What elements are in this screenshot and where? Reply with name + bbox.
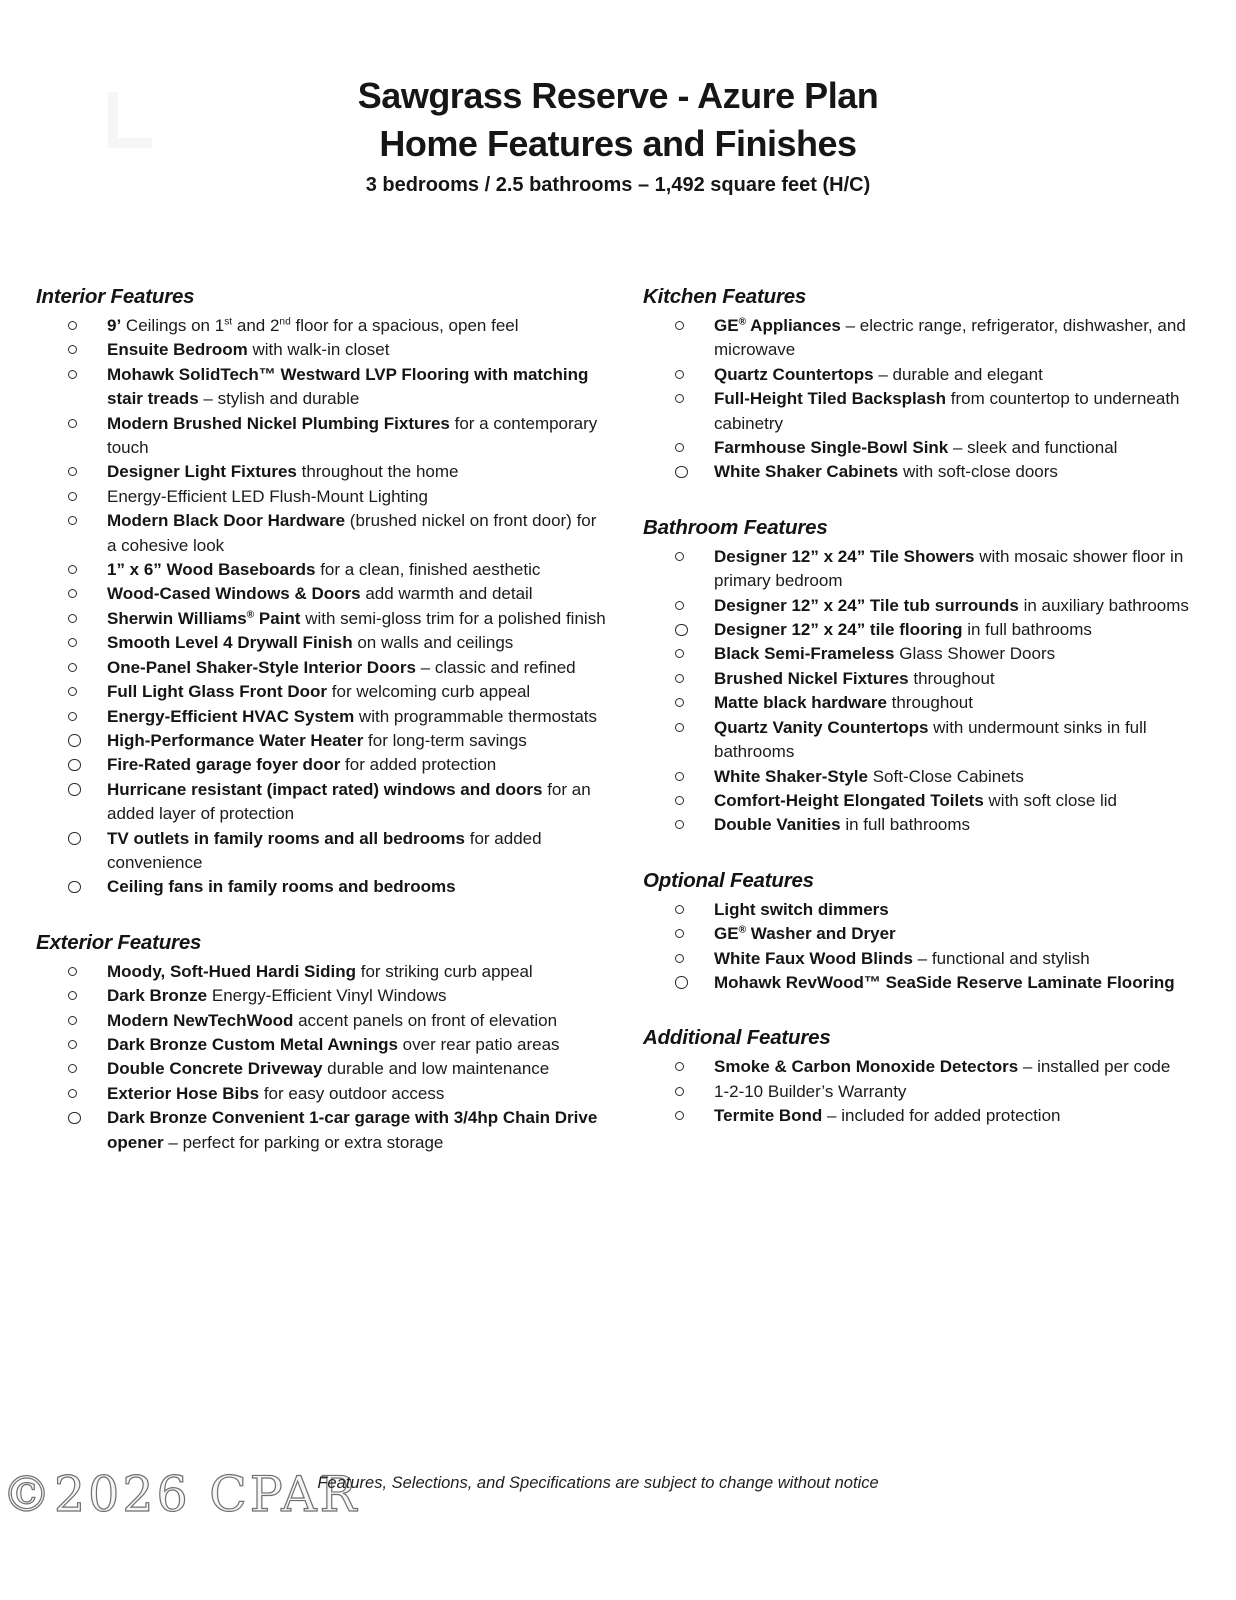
bullet-cell	[36, 656, 107, 680]
bullet-cell	[643, 789, 714, 813]
list-item-text: Wood-Cased Windows & Doors add warmth and detail	[107, 584, 533, 604]
list-item-text: Mohawk RevWood™ SeaSide Reserve Laminate Flooring	[714, 972, 1175, 992]
section-exterior-features	[36, 931, 607, 1155]
list-item-text: Black Semi-Frameless Glass Shower Doors	[714, 644, 1056, 664]
bullet-cell	[643, 1104, 714, 1128]
right-column	[643, 285, 1206, 1186]
list-item	[643, 314, 1206, 363]
list-item	[36, 984, 607, 1008]
list-item	[643, 667, 1206, 691]
bullet-cell	[36, 412, 107, 461]
list-item-text: White Faux Wood Blinds – functional and stylish	[714, 948, 1090, 968]
section-heading: Optional Features	[643, 868, 814, 892]
subtitle: 3 bedrooms / 2.5 bathrooms – 1,492 square feet (H/C)	[365, 174, 871, 196]
list-item-text: Ceiling fans in family rooms and bedrooms	[107, 877, 456, 897]
list-item	[36, 680, 607, 704]
bullet-cell	[36, 753, 107, 777]
section-interior-features	[36, 285, 607, 900]
bullet-icon	[675, 796, 684, 805]
bullet-icon	[68, 419, 77, 428]
section-heading: Exterior Features	[36, 930, 202, 954]
bullet-icon	[675, 1087, 684, 1096]
bullet-cell	[643, 667, 714, 691]
bullet-icon	[675, 1062, 684, 1071]
section-heading: Additional Features	[643, 1026, 831, 1050]
bullet-cell	[36, 680, 107, 704]
bullet-cell	[36, 558, 107, 582]
bullet-icon	[68, 1089, 77, 1098]
list-item-text: Modern Black Door Hardware (brushed nickel on front door) for a cohesive look	[107, 511, 597, 555]
list-item-text: White Shaker-Style Soft-Close Cabinets	[714, 766, 1024, 786]
bullet-cell	[643, 1080, 714, 1104]
bullet-icon	[68, 967, 77, 976]
list-item	[643, 387, 1206, 436]
list-item-text: Designer 12” x 24” Tile Showers with mosaic shower floor in primary bedroom	[714, 546, 1184, 591]
section-kitchen-features	[643, 285, 1206, 485]
bullet-icon	[68, 712, 77, 721]
list-item-text: TV outlets in family rooms and all bedrooms for added convenience	[107, 828, 542, 872]
list-item-text: High-Performance Water Heater for long-term savings	[107, 730, 527, 750]
bullet-cell	[36, 314, 107, 338]
bullet-cell	[643, 716, 714, 765]
list-item-text: Modern Brushed Nickel Plumbing Fixtures for a contemporary touch	[107, 413, 598, 458]
list-item	[36, 1057, 607, 1081]
list-item-text: Brushed Nickel Fixtures throughout	[714, 668, 995, 688]
list-item-text: 1” x 6” Wood Baseboards for a clean, finished aesthetic	[107, 560, 541, 580]
list-item-text: Dark Bronze Convenient 1-car garage with 3/4hp Chain Drive opener – perfect for parking or extra storage	[107, 1108, 598, 1152]
list-item	[643, 460, 1206, 484]
list-item	[36, 631, 607, 655]
list-item-text: Dark Bronze Custom Metal Awnings over rear patio areas	[107, 1034, 560, 1054]
bullet-icon	[68, 321, 77, 330]
bullet-cell	[36, 705, 107, 729]
bullet-cell	[643, 594, 714, 618]
list-item-text: 9’ Ceilings on 1st and 2nd floor for a spacious, open feel	[107, 316, 519, 335]
list-item-text: White Shaker Cabinets with soft-close doors	[714, 462, 1058, 482]
list-item	[36, 705, 607, 729]
bullet-icon	[68, 638, 77, 647]
list-item	[36, 875, 607, 899]
bullet-icon	[68, 1040, 77, 1049]
bullet-icon	[675, 624, 688, 637]
list-item-text: Full-Height Tiled Backsplash from countertop to underneath cabinetry	[714, 389, 1180, 433]
list-item	[36, 558, 607, 582]
list-item	[36, 338, 607, 362]
bullet-icon	[68, 881, 81, 894]
bullet-icon	[675, 820, 684, 829]
bullet-icon	[675, 674, 684, 683]
list-item-text: Comfort-Height Elongated Toilets with soft close lid	[714, 790, 1118, 810]
bullet-icon	[675, 905, 684, 914]
bullet-cell	[643, 387, 714, 436]
bullet-cell	[36, 960, 107, 984]
bullet-cell	[643, 971, 714, 995]
list-item-text: Smooth Level 4 Drywall Finish on walls and ceilings	[107, 633, 514, 653]
bullet-icon	[68, 614, 77, 623]
bullet-cell	[643, 363, 714, 387]
bullet-cell	[36, 582, 107, 606]
bullet-cell	[36, 460, 107, 484]
list-item	[643, 971, 1206, 995]
list-item	[36, 460, 607, 484]
list-item	[36, 729, 607, 753]
list-item-text: Energy-Efficient LED Flush-Mount Lighting	[107, 486, 428, 506]
list-item-text: Quartz Vanity Countertops with undermount sinks in full bathrooms	[714, 717, 1147, 762]
list-item-text: Designer 12” x 24” Tile tub surrounds in auxiliary bathrooms	[714, 595, 1189, 615]
bullet-cell	[36, 485, 107, 509]
bullet-cell	[643, 813, 714, 837]
bullet-icon	[675, 649, 684, 658]
list-item-text: Exterior Hose Bibs for easy outdoor access	[107, 1083, 445, 1103]
section-heading: Bathroom Features	[643, 515, 828, 539]
list-item	[643, 1104, 1206, 1128]
bullet-cell	[36, 1009, 107, 1033]
bullet-icon	[68, 783, 81, 796]
bullet-cell	[643, 1055, 714, 1079]
list-item	[36, 753, 607, 777]
section-optional-features	[643, 869, 1206, 996]
bullet-icon	[68, 565, 77, 574]
list-item	[643, 436, 1206, 460]
document-footer	[0, 1462, 1236, 1552]
bullet-icon	[675, 698, 684, 707]
list-item	[643, 691, 1206, 715]
bullet-cell	[643, 691, 714, 715]
list-item-text: Full Light Glass Front Door for welcoming curb appeal	[107, 682, 531, 702]
list-item	[643, 1080, 1206, 1104]
bullet-icon	[675, 552, 684, 561]
list-item	[643, 594, 1206, 618]
list-item	[36, 1033, 607, 1057]
bullet-icon	[68, 492, 77, 501]
bullet-icon	[675, 601, 684, 610]
bullet-cell	[643, 618, 714, 642]
bullet-icon	[675, 954, 684, 963]
list-item-text: One-Panel Shaker-Style Interior Doors – classic and refined	[107, 657, 576, 677]
bullet-icon	[675, 772, 684, 781]
bullet-icon	[675, 321, 684, 330]
bullet-icon	[675, 1111, 684, 1120]
bullet-icon	[68, 345, 77, 354]
list-item	[643, 813, 1206, 837]
list-item	[36, 656, 607, 680]
list-item-text: Designer 12” x 24” tile flooring in full bathrooms	[714, 620, 1092, 640]
bullet-icon	[68, 516, 77, 525]
content-columns	[36, 285, 1206, 1186]
bullet-icon	[675, 443, 684, 452]
list-item-text: Matte black hardware throughout	[714, 693, 973, 713]
bullet-cell	[643, 898, 714, 922]
bullet-cell	[36, 338, 107, 362]
list-item	[643, 789, 1206, 813]
bullet-cell	[36, 984, 107, 1008]
list-item	[36, 607, 607, 631]
title-line-1: Sawgrass Reserve - Azure Plan	[357, 75, 879, 116]
scan-artifact	[108, 92, 152, 148]
list-item	[643, 642, 1206, 666]
list-item	[36, 960, 607, 984]
list-item-text: Light switch dimmers	[714, 899, 889, 919]
list-item-text: Quartz Countertops – durable and elegant	[714, 364, 1043, 384]
bullet-icon	[68, 467, 77, 476]
bullet-cell	[36, 875, 107, 899]
bullet-icon	[68, 832, 81, 845]
bullet-cell	[36, 1057, 107, 1081]
list-item	[36, 582, 607, 606]
bullet-icon	[675, 976, 688, 989]
list-item-text: Dark Bronze Energy-Efficient Vinyl Windows	[107, 986, 447, 1006]
bullet-icon	[68, 1112, 81, 1125]
bullet-icon	[675, 370, 684, 379]
bullet-icon	[675, 929, 684, 938]
bullet-cell	[36, 778, 107, 827]
list-item	[643, 618, 1206, 642]
bullet-cell	[643, 545, 714, 594]
bullet-icon	[68, 759, 81, 772]
bullet-icon	[68, 589, 77, 598]
bullet-cell	[643, 460, 714, 484]
list-item	[36, 1009, 607, 1033]
title-line-2: Home Features and Finishes	[379, 123, 857, 164]
bullet-cell	[36, 827, 107, 876]
list-item	[36, 314, 607, 338]
list-item	[36, 412, 607, 461]
list-item-text: Ensuite Bedroom with walk-in closet	[107, 340, 390, 360]
bullet-icon	[68, 663, 77, 672]
list-item-text: Moody, Soft-Hued Hardi Siding for striking curb appeal	[107, 961, 533, 981]
list-item	[36, 363, 607, 412]
list-item-text: GE® Washer and Dryer	[714, 924, 896, 944]
bullet-cell	[643, 947, 714, 971]
list-item	[643, 716, 1206, 765]
list-item	[36, 1106, 607, 1155]
list-item-text: Double Concrete Driveway durable and low maintenance	[107, 1059, 550, 1079]
list-item	[36, 509, 607, 558]
list-item-text: Hurricane resistant (impact rated) windows and doors for an added layer of protection	[107, 779, 591, 824]
list-item	[36, 485, 607, 509]
list-item	[36, 778, 607, 827]
section-heading: Kitchen Features	[643, 285, 807, 308]
list-item-text: Modern NewTechWood accent panels on front of elevation	[107, 1010, 558, 1030]
list-item-text: Double Vanities in full bathrooms	[714, 815, 971, 835]
list-item	[643, 1055, 1206, 1079]
bullet-icon	[68, 687, 77, 696]
bullet-cell	[36, 729, 107, 753]
list-item-text: 1-2-10 Builder’s Warranty	[714, 1081, 907, 1101]
bullet-cell	[36, 363, 107, 412]
bullet-cell	[643, 314, 714, 363]
bullet-cell	[643, 436, 714, 460]
bullet-cell	[36, 509, 107, 558]
list-item-text: Designer Light Fixtures throughout the home	[107, 462, 459, 482]
bullet-icon	[68, 370, 77, 379]
bullet-icon	[675, 466, 688, 479]
bullet-cell	[643, 765, 714, 789]
bullet-icon	[68, 1064, 77, 1073]
bullet-icon	[675, 394, 684, 403]
list-item-text: Farmhouse Single-Bowl Sink – sleek and functional	[714, 438, 1118, 458]
left-column	[36, 285, 607, 1186]
list-item-text: Energy-Efficient HVAC System with programmable thermostats	[107, 706, 598, 726]
bullet-cell	[36, 1033, 107, 1057]
section-bathroom-features	[643, 516, 1206, 838]
bullet-icon	[68, 991, 77, 1000]
list-item-text: Termite Bond – included for added protection	[714, 1106, 1061, 1126]
list-item	[643, 765, 1206, 789]
list-item	[643, 363, 1206, 387]
bullet-cell	[643, 642, 714, 666]
bullet-cell	[36, 1106, 107, 1155]
list-item-text: GE® Appliances – electric range, refrigerator, dishwasher, and microwave	[714, 316, 1186, 360]
disclaimer-text: Features, Selections, and Specifications are subject to change without notice	[317, 1474, 879, 1492]
list-item-text: Mohawk SolidTech™ Westward LVP Flooring with matching stair treads – stylish and durable	[107, 364, 589, 409]
bullet-cell	[36, 607, 107, 631]
bullet-cell	[36, 1082, 107, 1106]
list-item	[643, 545, 1206, 594]
list-item	[643, 898, 1206, 922]
list-item	[36, 827, 607, 876]
bullet-icon	[68, 734, 81, 747]
bullet-icon	[675, 723, 684, 732]
list-item-text: Sherwin Williams® Paint with semi-gloss trim for a polished finish	[107, 608, 606, 628]
bullet-cell	[643, 922, 714, 946]
watermark: ©2026 CPAR	[2, 1466, 360, 1523]
list-item	[36, 1082, 607, 1106]
list-item	[643, 947, 1206, 971]
section-additional-features	[643, 1026, 1206, 1128]
bullet-cell	[36, 631, 107, 655]
list-item	[643, 922, 1206, 946]
document-header	[0, 0, 1236, 197]
list-item-text: Smoke & Carbon Monoxide Detectors – installed per code	[714, 1057, 1171, 1077]
list-item-text: Fire-Rated garage foyer door for added protection	[107, 755, 497, 775]
bullet-icon	[68, 1016, 77, 1025]
section-heading: Interior Features	[36, 285, 195, 308]
